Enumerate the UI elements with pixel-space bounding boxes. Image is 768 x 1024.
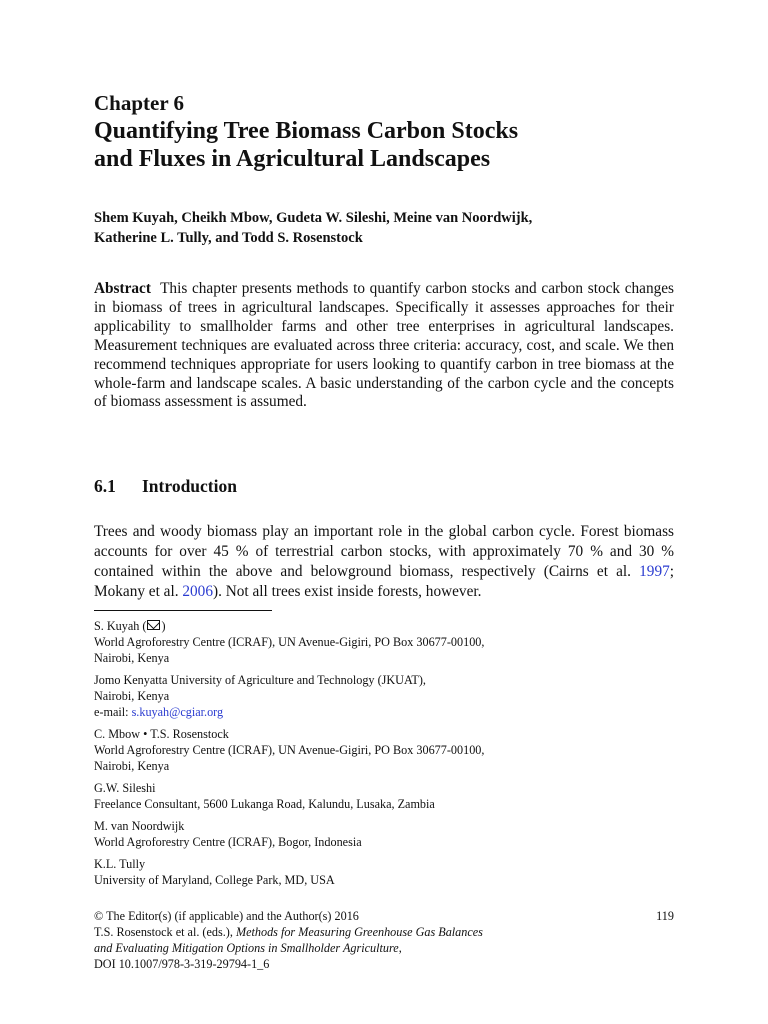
chapter-label: Chapter 6 xyxy=(94,91,185,115)
tully-name: K.L. Tully xyxy=(94,857,146,871)
affiliation-kuyah: S. Kuyah ( ) World Agroforestry Centre (ICRAF), UN Avenue-Gigiri, PO Box 30677-00100, Nairobi, Kenya xyxy=(94,618,674,666)
icraf-address-line-2: Nairobi, Kenya xyxy=(94,651,170,665)
abstract xyxy=(94,280,674,412)
intro-text-2: ; Mokany et al. xyxy=(94,563,674,600)
sileshi-affiliation: Freelance Consultant, 5600 Lukanga Road, Kalundu, Lusaka, Zambia xyxy=(94,797,435,811)
abstract-text: This chapter presents methods to quantify carbon stocks and carbon stock changes in biomass of trees in agricultural landscapes. Specifically it assesses approaches for their applicability to smallholder farms and other tree enterprises in agricultural landscapes. Measurement techniques are evaluated across three criteria: accuracy, cost, and scale. We then recommend techniques appropriate for users looking to quantify carbon in tree biomass at the whole-farm and landscape scales. A basic understanding of the carbon cycle and the concepts of biomass assessment is assumed. xyxy=(94,280,674,411)
footnote-divider xyxy=(94,610,272,611)
book-title-line-1: Methods for Measuring Greenhouse Gas Balances xyxy=(235,925,483,939)
citation-link-1997[interactable]: 1997 xyxy=(639,563,670,580)
copyright-line: © The Editor(s) (if applicable) and the Author(s) 2016 xyxy=(94,909,359,923)
email-link[interactable]: s.kuyah@cgiar.org xyxy=(131,705,224,719)
abstract-label: Abstract xyxy=(94,280,151,297)
sileshi-name: G.W. Sileshi xyxy=(94,781,156,795)
section-title: Introduction xyxy=(142,476,237,496)
citation-link-2006[interactable]: 2006 xyxy=(182,583,213,600)
icraf2-address-line-1: World Agroforestry Centre (ICRAF), UN Avenue-Gigiri, PO Box 30677-00100, xyxy=(94,743,485,757)
affiliation-jkuat xyxy=(94,672,674,720)
section-number: 6.1 xyxy=(94,476,116,496)
publication-footer: © The Editor(s) (if applicable) and the Author(s) 2016 T.S. Rosenstock et al. (eds.), Methods for Measuring Greenhouse Gas Balances and Evaluating Mitigation Options in Smallholder Agriculture, DOI 10.1007/978-3-319-29794-1_6 xyxy=(94,908,674,972)
jkuat-line-1: Jomo Kenyatta University of Agriculture and Technology (JKUAT), xyxy=(94,673,426,687)
noordwijk-affiliation: World Agroforestry Centre (ICRAF), Bogor, Indonesia xyxy=(94,835,362,849)
doi-line: DOI 10.1007/978-3-319-29794-1_6 xyxy=(94,957,270,971)
icraf-address-line-1: World Agroforestry Centre (ICRAF), UN Avenue-Gigiri, PO Box 30677-00100, xyxy=(94,635,485,649)
affiliation-mbow-rosenstock xyxy=(94,726,674,774)
chapter-title-line-1: Quantifying Tree Biomass Carbon Stocks xyxy=(94,118,519,144)
author-list xyxy=(94,208,674,248)
affiliations xyxy=(94,618,674,894)
mbow-rosenstock-names: C. Mbow • T.S. Rosenstock xyxy=(94,727,229,741)
icraf2-address-line-2: Nairobi, Kenya xyxy=(94,759,170,773)
author-line-2: Katherine L. Tully, and Todd S. Rosenstock xyxy=(94,230,363,246)
jkuat-line-2: Nairobi, Kenya xyxy=(94,689,170,703)
book-title-line-2: and Evaluating Mitigation Options in Smallholder Agriculture xyxy=(94,941,399,955)
affiliation-tully xyxy=(94,856,674,888)
section-heading xyxy=(94,476,237,497)
affiliation-sileshi xyxy=(94,780,674,812)
chapter-title xyxy=(94,117,694,173)
intro-paragraph xyxy=(94,522,674,602)
chapter-title-line-2: and Fluxes in Agricultural Landscapes xyxy=(94,146,491,172)
envelope-icon xyxy=(147,620,160,630)
editors-line: T.S. Rosenstock et al. (eds.), xyxy=(94,925,236,939)
affiliation-noordwijk xyxy=(94,818,674,850)
page-number: 119 xyxy=(656,909,674,923)
email-label: e-mail: xyxy=(94,705,132,719)
intro-text-3: ). Not all trees exist inside forests, however. xyxy=(212,583,482,600)
intro-text-1: Trees and woody biomass play an important role in the global carbon cycle. Forest biomass accounts for over 45 % of terrestrial carbon stocks, with approximately 70 % and 30 % contained within the above and belowground biomass, respectively (Cairns et al. xyxy=(94,523,674,580)
noordwijk-name: M. van Noordwijk xyxy=(94,819,185,833)
author-line-1: Shem Kuyah, Cheikh Mbow, Gudeta W. Sileshi, Meine van Noordwijk, xyxy=(94,210,533,226)
kuyah-name: S. Kuyah ( xyxy=(94,619,147,633)
tully-affiliation: University of Maryland, College Park, MD, USA xyxy=(94,873,335,887)
